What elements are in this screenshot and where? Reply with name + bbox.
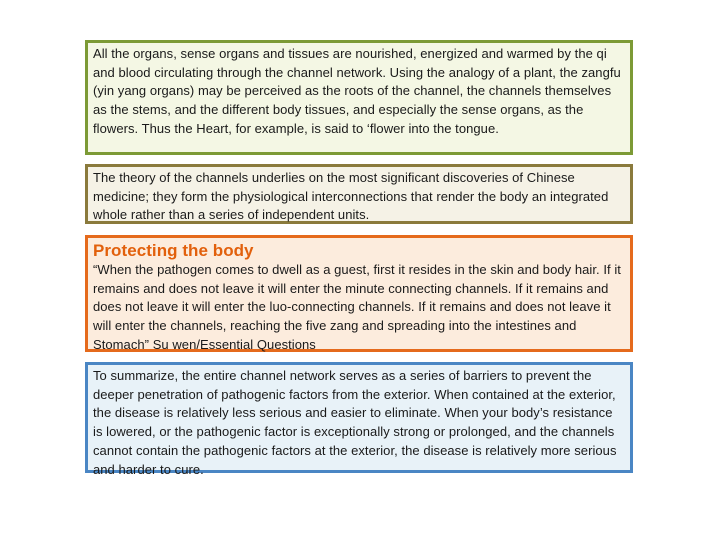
nourishment-text-box (85, 40, 633, 155)
pathogen-quote-paragraph: “When the pathogen comes to dwell as a guest, first it resides in the skin and body hair. If it remains and does not leave it will enter the minute connecting channels. If it remains and does not leave it will enter the luo-connecting channels. If it remains and does not leave it will enter the channels, reaching the five zang and spreading into the intestines and Stomach” Su wen/Essential Questions (93, 262, 621, 352)
summary-text-box (85, 362, 633, 477)
summary-paragraph: To summarize, the entire channel network serves as a series of barriers to prevent the deeper penetration of pathogenic factors from the exterior. When contained at the exterior, the disease is relatively less serious and easier to eliminate. When your body’s resistance is lowered, or the pathogenic factor is exceptionally strong or prolonged, and the channels cannot contain the pathogenic factors at the exterior, the disease is relatively more serious and harder to cure. (93, 368, 617, 477)
nourishment-paragraph: All the organs, sense organs and tissues are nourished, energized and warmed by the qi and blood circulating through the channel network. Using the analogy of a plant, the zangfu (yin yang organs) may be perceived as the roots of the channel, the channels themselves as the stems, and the different body tissues, and especially the sense organs, as the flowers. Thus the Heart, for example, is said to ‘flower into the tongue. (93, 46, 621, 136)
protecting-body-heading: Protecting the body (93, 241, 254, 260)
protecting-body-text-box (85, 235, 633, 352)
channel-theory-text-box (85, 164, 633, 224)
channel-theory-paragraph: The theory of the channels underlies on the most significant discoveries of Chinese medicine; they form the physiological interconnections that render the body an integrated whole rather than a series of independent units. (93, 170, 609, 223)
